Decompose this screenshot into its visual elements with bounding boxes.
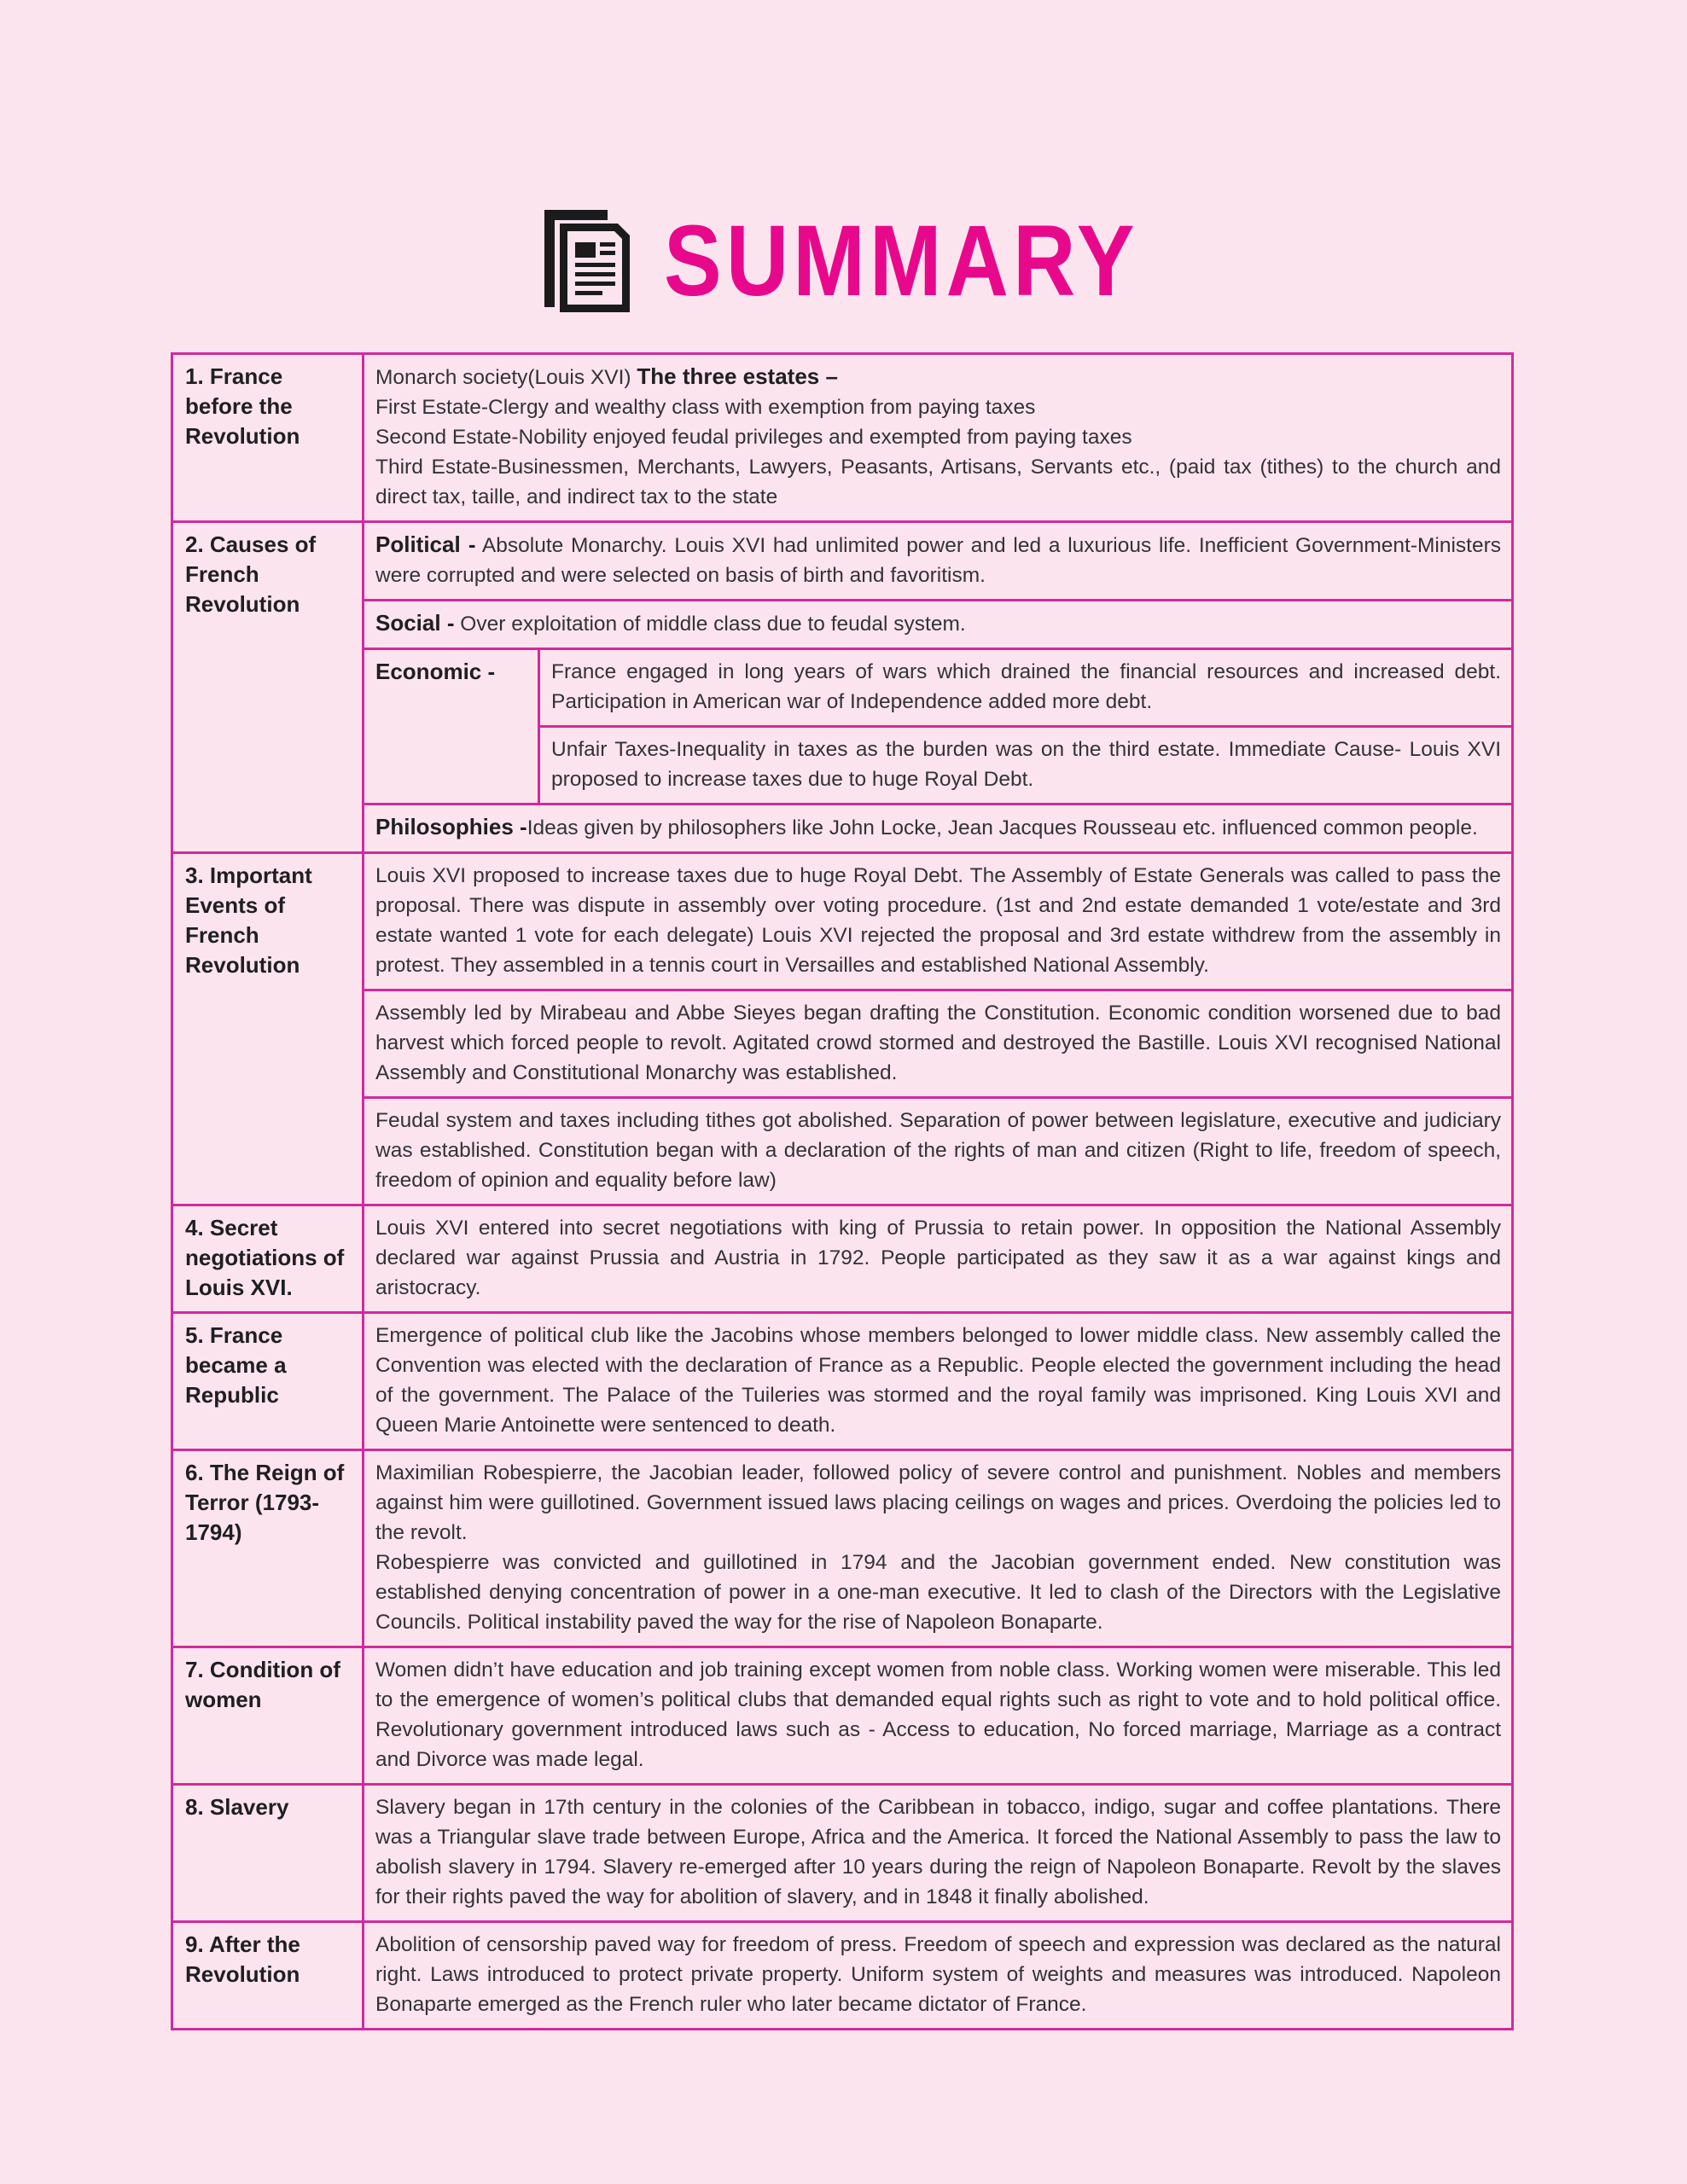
row-label: 3. Important Events of French Revolution — [173, 854, 364, 1206]
political-cell — [364, 523, 1511, 599]
row-content — [364, 1786, 1511, 1923]
content-cell: Emergence of political club like the Jacobins whose members belonged to lower middle class. New assembly called the Convention was elected with the declaration of France as a Republic. People elected the government including the head of the government. The Palace of the Tuileries was stormed and the royal family was imprisoned. King Louis XVI and Queen Marie Antoinette were sentenced to death. — [375, 1324, 1501, 1437]
row-content — [364, 523, 1511, 854]
row-content — [364, 1314, 1511, 1451]
summary-table — [171, 352, 1514, 2030]
political-label: Political - — [375, 531, 476, 557]
intro-text: Monarch society(Louis XVI) — [375, 366, 637, 389]
row-label: 8. Slavery — [173, 1786, 364, 1923]
row-label: 5. France became a Republic — [173, 1314, 364, 1451]
row-label: 1. France before the Revolution — [173, 355, 364, 523]
economic-item: Unfair Taxes-Inequality in taxes as the burden was on the third estate. Immediate Cause- Louis XVI proposed to increase taxes due to huge Royal Debt. — [540, 725, 1511, 803]
row-content — [364, 1206, 1511, 1314]
header-inner — [539, 205, 1148, 317]
content-cell: Women didn’t have education and job training except women from noble class. Working women were miserable. This led to the emergence of women’s political clubs that demanded equal rights such as right to vote and to hold political office. Revolutionary government introduced laws such as - Access to education, No forced marriage, Marriage as a contract and Divorce was made legal. — [375, 1658, 1501, 1771]
content-cell — [364, 355, 1511, 520]
economic-sub-table — [364, 648, 1511, 803]
content-line: Maximilian Robespierre, the Jacobian leader, followed policy of severe control and punishment. Nobles and members against him were guillotined. Government issued laws placing ceilings on wages and prices. Overdoing the policies led to the revolt. — [375, 1461, 1501, 1544]
content-cell — [364, 1451, 1511, 1646]
content-cell: Slavery began in 17th century in the colonies of the Caribbean in tobacco, indigo, sugar and coffee plantations. There was a Triangular slave trade between Europe, Africa and the America. It forced the National Assembly to pass the law to abolish slavery in 1794. Slavery re-emerged after 10 years during the reign of Napoleon Bonaparte. Revolt by the slaves for their rights paved the way for abolition of slavery, and in 1848 it finally abolished. — [375, 1796, 1501, 1908]
estate-line: First Estate-Clergy and wealthy class with exemption from paying taxes — [375, 396, 1036, 419]
row-content — [364, 355, 1511, 523]
page-header — [0, 201, 1687, 321]
event-paragraph: Feudal system and taxes including tithes got abolished. Separation of power between legislature, executive and judiciary was established. Constitution began with a declaration of the rights of man and citizen (Right to life, freedom of speech, freedom of opinion and equality before law) — [364, 1096, 1511, 1204]
economic-item: France engaged in long years of wars which drained the financial resources and increased debt. Participation in American war of Independence added more debt. — [551, 660, 1501, 713]
estate-line: Second Estate-Nobility enjoyed feudal privileges and exempted from paying taxes — [375, 426, 1132, 449]
row-label: 6. The Reign of Terror (1793-1794) — [173, 1451, 364, 1648]
economic-items — [540, 650, 1511, 803]
political-text: Absolute Monarchy. Louis XVI had unlimited power and led a luxurious life. Inefficient Government-Ministers were corrupted and were selected on basis of birth and favoritism. — [375, 534, 1502, 587]
row-label: 7. Condition of women — [173, 1648, 364, 1786]
row-content — [364, 854, 1511, 1206]
content-cell: Louis XVI entered into secret negotiations with king of Prussia to retain power. In opposition the National Assembly declared war against Prussia and Austria in 1792. People participated as they saw it as a war against kings and aristocracy. — [375, 1217, 1501, 1299]
philosophies-text: Ideas given by philosophers like John Locke, Jean Jacques Rousseau etc. influenced common people. — [526, 816, 1478, 839]
event-paragraph: Louis XVI proposed to increase taxes due to huge Royal Debt. The Assembly of Estate Generals was called to pass the proposal. There was dispute in assembly over voting procedure. (1st and 2nd estate demanded 1 vote/estate and 3rd estate wanted 1 vote for each delegate) Louis XVI rejected the proposal and 3rd estate withdrew from the assembly in protest. They assembled in a tennis court in Versailles and established National Assembly. — [375, 864, 1501, 977]
row-content — [364, 1923, 1511, 2028]
page-title: SUMMARY — [663, 205, 1139, 317]
social-cell — [364, 599, 1511, 648]
philosophies-label: Philosophies - — [375, 814, 527, 839]
row-content — [364, 1451, 1511, 1648]
intro-bold-text: The three estates – — [637, 363, 838, 389]
content-cell: Abolition of censorship paved way for freedom of press. Freedom of speech and expression was declared as the natural right. Laws introduced to protect private property. Uniform system of weights and measures was introduced. Napoleon Bonaparte emerged as the French ruler who later became dictator of France. — [375, 1933, 1501, 2016]
row-label: 2. Causes of French Revolution — [173, 523, 364, 854]
social-label: Social - — [375, 610, 455, 636]
economic-label: Economic - — [364, 650, 540, 803]
row-label: 4. Secret negotiations of Louis XVI. — [173, 1206, 364, 1314]
estate-line: Third Estate-Businessmen, Merchants, Lawyers, Peasants, Artisans, Servants etc., (paid tax (tithes) to the church and direct tax, taille, and indirect tax to the state — [375, 456, 1501, 508]
row-label: 9. After the Revolution — [173, 1923, 364, 2028]
newspaper-icon — [539, 205, 635, 317]
event-paragraph: Assembly led by Mirabeau and Abbe Sieyes began drafting the Constitution. Economic condition worsened due to bad harvest which forced people to revolt. Agitated crowd stormed and destroyed the Bastille. Louis XVI recognised National Assembly and Constitutional Monarchy was established. — [364, 989, 1511, 1096]
philosophies-cell — [364, 803, 1511, 851]
social-text: Over exploitation of middle class due to feudal system. — [454, 613, 966, 636]
row-content — [364, 1648, 1511, 1786]
content-line: Robespierre was convicted and guillotined in 1794 and the Jacobian government ended. New constitution was established denying concentration of power in a one-man executive. It led to clash of the Directors with the Legislative Councils. Political instability paved the way for the rise of Napoleon Bonaparte. — [375, 1551, 1501, 1634]
